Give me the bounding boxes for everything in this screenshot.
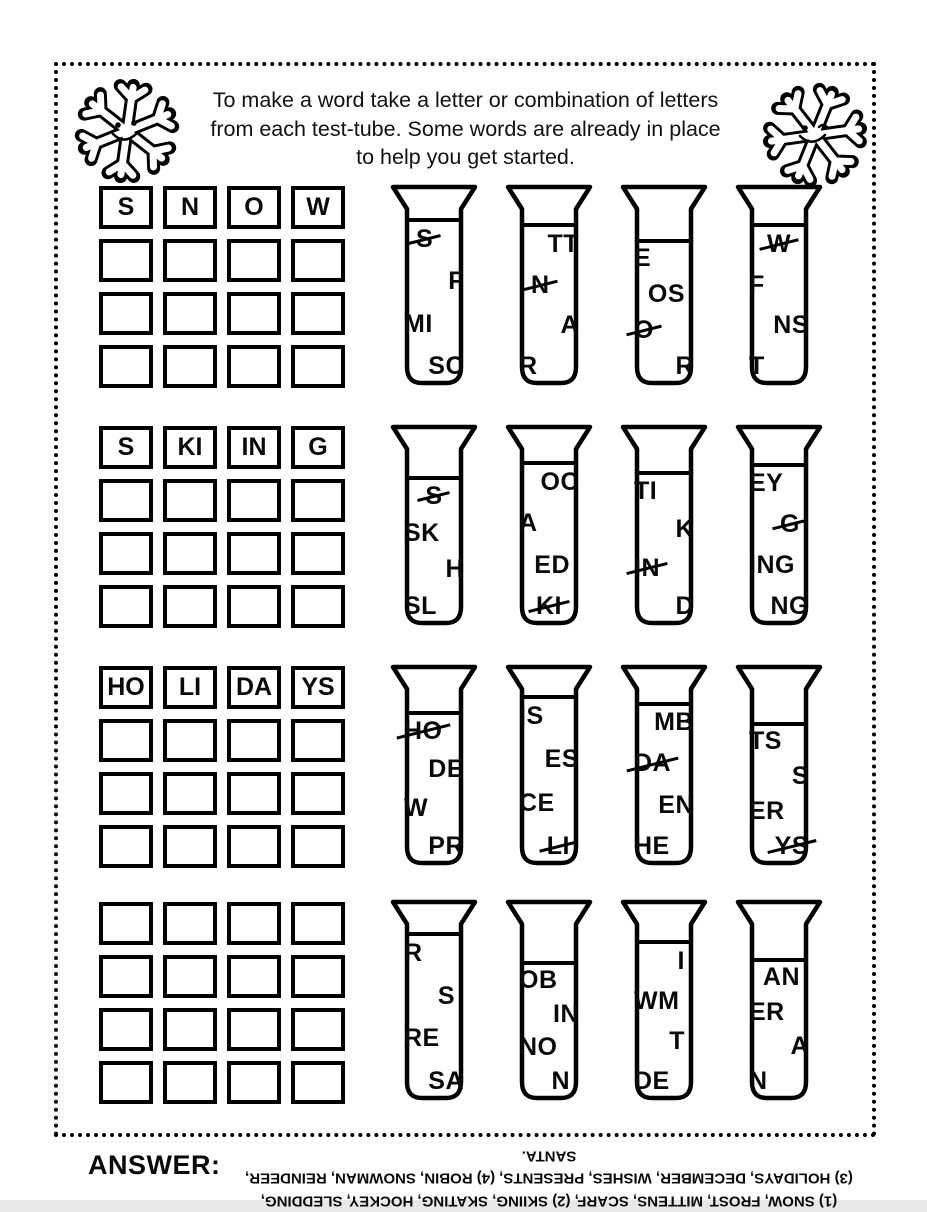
- grid-cell: [291, 532, 345, 575]
- tube-letter: S: [425, 482, 443, 510]
- grid-cell: [291, 1061, 345, 1104]
- grid-cell: [291, 345, 345, 388]
- tube-letter: F: [749, 270, 765, 299]
- liquid-level: [635, 940, 693, 944]
- test-tube: [390, 898, 478, 1104]
- puzzle-row-2: [0, 423, 927, 629]
- liquid-level: [750, 722, 808, 726]
- test-tube: [735, 423, 823, 629]
- tube-letter: T: [669, 1027, 685, 1055]
- tube-letter: MB: [654, 708, 694, 736]
- grid-cell: G: [291, 426, 345, 469]
- test-tube: [505, 898, 593, 1104]
- grid-cell: [99, 292, 153, 335]
- grid-cell: [163, 585, 217, 628]
- tube-letter: D: [675, 591, 694, 620]
- grid-cell: [291, 719, 345, 762]
- grid-cell: [227, 1008, 281, 1051]
- test-tube: [735, 898, 823, 1104]
- tube-letter: A: [519, 509, 538, 538]
- instructions-line: to help you get started.: [356, 145, 575, 170]
- grid-cell: [291, 902, 345, 945]
- tube-letter: EY: [749, 469, 784, 497]
- test-tube: [505, 663, 593, 869]
- tube-letter: DE: [428, 755, 464, 784]
- tube-letter: E: [634, 244, 652, 272]
- liquid-level: [635, 239, 693, 243]
- grid-cell: [227, 1061, 281, 1104]
- tube-letter: IN: [634, 553, 660, 582]
- grid-cell: [163, 1008, 217, 1051]
- tube-letter: SK: [404, 518, 440, 547]
- tube-letter: MI: [404, 309, 433, 338]
- tube-letter: IN: [553, 999, 579, 1028]
- tube-letter: SA: [428, 1066, 464, 1095]
- grid-cell: [227, 585, 281, 628]
- grid-cell: [291, 955, 345, 998]
- grid-cell: [227, 345, 281, 388]
- tube-letter: N: [551, 1066, 570, 1095]
- test-tube: [620, 898, 708, 1104]
- tube-letter: OS: [647, 280, 685, 308]
- grid-cell: DA: [227, 666, 281, 709]
- grid-cell: [227, 479, 281, 522]
- instructions-text: [178, 86, 753, 172]
- answer-line: (3) HOLIDAYS, DECEMBER, WISHES, PRESENTS, (4) ROBIN, SNOWMAN, REINDEER, SANTA.: [245, 1147, 853, 1187]
- grid-cell: [99, 345, 153, 388]
- puzzle-row-4: [0, 898, 927, 1104]
- grid-cell: [99, 532, 153, 575]
- grid-cell: [291, 1008, 345, 1051]
- snowflake-icon: [70, 74, 184, 188]
- grid-cell: [99, 719, 153, 762]
- tube-letter: A: [560, 311, 579, 340]
- tube-letter: NO: [519, 1033, 558, 1062]
- tube-letter: SC: [428, 351, 464, 380]
- tube-letter: SL: [404, 591, 437, 620]
- tube-letter: DE: [634, 1067, 670, 1095]
- tube-letter: ER: [749, 997, 785, 1026]
- grid-cell: [291, 292, 345, 335]
- tube-letter: F: [448, 267, 464, 296]
- tube-letter: I: [677, 947, 685, 975]
- grid-cell: [227, 719, 281, 762]
- tube-letter: TT: [547, 230, 579, 258]
- liquid-level: [520, 961, 578, 965]
- test-tube: [505, 183, 593, 389]
- tube-letter: H: [445, 555, 464, 584]
- grid-cell: [227, 239, 281, 282]
- tube-letter: HE: [634, 831, 670, 860]
- tube-letter: S: [791, 762, 809, 790]
- grid-cell: [163, 772, 217, 815]
- test-tube: [620, 423, 708, 629]
- tube-letter: HO: [404, 717, 443, 745]
- tube-letter: AN: [762, 963, 800, 991]
- grid-cell: O: [227, 186, 281, 229]
- tube-letter: O: [634, 316, 654, 344]
- tube-letter: NG: [770, 592, 809, 620]
- liquid-level: [520, 223, 578, 227]
- liquid-level: [750, 958, 808, 962]
- grid-cell: [163, 955, 217, 998]
- tube-letter: YS: [774, 832, 809, 860]
- test-tube: [620, 663, 708, 869]
- grid-cell: [163, 345, 217, 388]
- grid-cell: [99, 1061, 153, 1104]
- grid-cell: [227, 955, 281, 998]
- tube-letter: ER: [749, 797, 785, 825]
- tube-letter: G: [780, 510, 800, 538]
- instructions-line: from each test-tube. Some words are already in place: [210, 116, 721, 141]
- answer-line: (1) SNOW, FROST, MITTENS, SCARF, (2) SKIING, SKATING, HOCKEY, SLEDDING,: [260, 1192, 838, 1210]
- tube-letter: LI: [546, 831, 570, 860]
- tube-letter: PR: [428, 831, 464, 860]
- grid-cell: [163, 902, 217, 945]
- grid-cell: [227, 292, 281, 335]
- test-tube: [620, 183, 708, 389]
- grid-cell: [163, 825, 217, 868]
- liquid-level: [750, 223, 808, 227]
- answer-grid: [99, 426, 345, 628]
- tube-letter: OC: [540, 468, 579, 496]
- grid-cell: [291, 585, 345, 628]
- liquid-level: [750, 463, 808, 467]
- tube-letter: DA: [634, 749, 672, 778]
- grid-cell: [163, 532, 217, 575]
- test-tube: [735, 183, 823, 389]
- grid-cell: N: [163, 186, 217, 229]
- liquid-level: [520, 695, 578, 699]
- tube-letter: K: [675, 515, 694, 544]
- grid-cell: [163, 1061, 217, 1104]
- tube-letter: CE: [519, 788, 555, 817]
- grid-cell: HO: [99, 666, 153, 709]
- grid-cell: [163, 239, 217, 282]
- grid-cell: [227, 532, 281, 575]
- grid-cell: [291, 479, 345, 522]
- grid-cell: S: [99, 186, 153, 229]
- liquid-level: [405, 218, 463, 222]
- test-tube: [735, 663, 823, 869]
- grid-cell: [227, 772, 281, 815]
- tube-letter: S: [437, 981, 455, 1010]
- tube-letter: A: [790, 1032, 809, 1061]
- tube-letter: R: [675, 352, 694, 380]
- grid-cell: KI: [163, 426, 217, 469]
- grid-cell: S: [99, 426, 153, 469]
- test-tube: [390, 663, 478, 869]
- answer-grid: [99, 186, 345, 388]
- answer-grid: [99, 902, 345, 1104]
- tube-letter: N: [749, 1066, 768, 1095]
- tube-letter: R: [519, 351, 538, 380]
- grid-cell: [291, 772, 345, 815]
- snowflake-icon: [758, 78, 872, 192]
- grid-cell: [163, 719, 217, 762]
- tube-letter: W: [766, 230, 792, 258]
- tube-letter: ES: [544, 745, 579, 774]
- answer-label: ANSWER:: [88, 1150, 221, 1180]
- grid-cell: W: [291, 186, 345, 229]
- tube-letter: WM: [634, 987, 680, 1015]
- grid-cell: IN: [227, 426, 281, 469]
- grid-cell: [227, 902, 281, 945]
- puzzle-row-3: [0, 663, 927, 869]
- grid-cell: [99, 479, 153, 522]
- grid-cell: [163, 292, 217, 335]
- tube-letter: TI: [634, 477, 658, 505]
- tube-letter: ING: [749, 551, 795, 579]
- tube-letter: RE: [404, 1024, 440, 1053]
- liquid-level: [405, 932, 463, 936]
- liquid-level: [635, 471, 693, 475]
- tube-letter: OB: [519, 966, 558, 994]
- tube-letter: ED: [534, 550, 570, 579]
- liquid-level: [405, 711, 463, 715]
- grid-cell: YS: [291, 666, 345, 709]
- tube-letter: N: [531, 270, 550, 299]
- grid-cell: [227, 825, 281, 868]
- tube-letter: T: [749, 351, 765, 380]
- grid-cell: LI: [163, 666, 217, 709]
- test-tube: [505, 423, 593, 629]
- grid-cell: [99, 585, 153, 628]
- grid-cell: [99, 902, 153, 945]
- tube-letter: R: [404, 939, 423, 967]
- grid-cell: [163, 479, 217, 522]
- grid-cell: [99, 772, 153, 815]
- answer-grid: [99, 666, 345, 868]
- grid-cell: [291, 239, 345, 282]
- grid-cell: [99, 1008, 153, 1051]
- test-tube: [390, 183, 478, 389]
- grid-cell: [99, 239, 153, 282]
- grid-cell: [99, 955, 153, 998]
- liquid-level: [635, 702, 693, 706]
- liquid-level: [405, 476, 463, 480]
- tube-letter: KI: [536, 591, 562, 620]
- puzzle-row-1: [0, 183, 927, 389]
- tube-letter: IS: [519, 702, 544, 730]
- tube-letter: TS: [749, 727, 782, 755]
- liquid-level: [520, 461, 578, 465]
- test-tube: [390, 423, 478, 629]
- tube-letter: S: [416, 225, 434, 253]
- grid-cell: [99, 825, 153, 868]
- answer-text-upside-down: [218, 1144, 880, 1212]
- tube-letter: W: [404, 793, 429, 822]
- tube-letter: NS: [773, 311, 809, 340]
- grid-cell: [291, 825, 345, 868]
- instructions-line: To make a word take a letter or combination of letters: [212, 88, 719, 112]
- tube-letter: EN: [658, 790, 694, 819]
